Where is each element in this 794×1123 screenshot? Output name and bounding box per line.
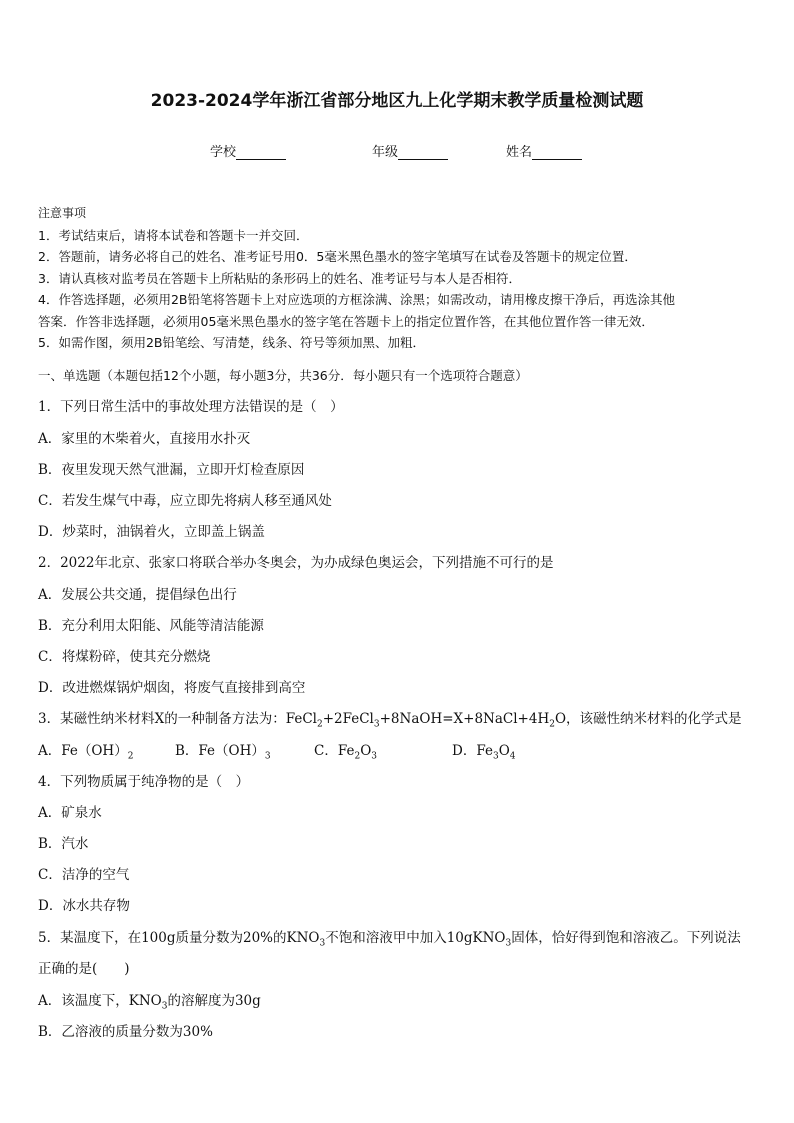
section-heading: 一、单选题（本题包括12个小题，每小题3分，共36分．每小题只有一个选项符合题意） xyxy=(38,368,528,383)
q3-sub: 2 xyxy=(549,719,555,730)
question-5-stem xyxy=(38,926,741,949)
q3-opt-text: D．Fe xyxy=(452,743,493,759)
q3-opt-sub: 4 xyxy=(509,751,516,762)
question-2-option-d: D．改进燃煤锅炉烟囱，将废气直接排到高空 xyxy=(38,680,306,696)
page-title: 2023-2024学年浙江省部分地区九上化学期末教学质量检测试题 xyxy=(150,91,644,111)
q3-opt-sub: 3 xyxy=(264,751,271,762)
q5-opt-sub: 3 xyxy=(161,1001,168,1012)
question-2-option-c: C．将煤粉碎，使其充分燃烧 xyxy=(38,649,211,665)
question-3-option-c xyxy=(314,739,377,762)
school-blank xyxy=(236,145,286,160)
q3-stem-part: +8NaOH=X+8NaCl+4H xyxy=(379,711,550,727)
question-2-option-b: B．充分利用太阳能、风能等清洁能源 xyxy=(38,618,264,634)
question-4-option-d: D．冰水共存物 xyxy=(38,898,130,914)
question-1-option-c: C．若发生煤气中毒，应立即先将病人移至通风处 xyxy=(38,493,332,509)
notice-item: 5．如需作图，须用2B铅笔绘、写清楚，线条、符号等须加黑、加粗． xyxy=(38,335,425,350)
q5-stem-part: 不饱和溶液甲中加入10gKNO xyxy=(325,930,506,946)
school-field xyxy=(210,141,286,160)
notice-item: 答案．作答非选择题，必须用05毫米黑色墨水的签字笔在答题卡上的指定位置作答，在其他位置作答一律无效． xyxy=(38,313,654,329)
question-4-option-b: B．汽水 xyxy=(38,836,89,852)
q5-sub: 3 xyxy=(319,938,326,949)
q3-opt-text: B．Fe（OH） xyxy=(175,743,265,759)
question-3-stem xyxy=(38,707,742,730)
notice-heading: 注意事项 xyxy=(38,206,87,220)
name-label: 姓名 xyxy=(506,145,533,160)
question-1-option-b: B．夜里发现天然气泄漏，立即开灯检查原因 xyxy=(38,462,305,478)
name-blank xyxy=(532,145,582,160)
q3-opt-text: C．Fe xyxy=(314,743,355,759)
q3-opt-text: O xyxy=(498,743,510,759)
q3-sub: 2 xyxy=(316,719,323,730)
q5-stem-part: 固体，恰好得到饱和溶液乙。下列说法 xyxy=(511,930,741,946)
notice-item: 4．作答选择题，必须用2B铅笔将答题卡上对应选项的方框涂满、涂黑；如需改动，请用橡皮擦干净后，再选涂其他 xyxy=(38,292,675,307)
q5-sub: 3 xyxy=(505,938,512,949)
question-5-option-b: B．乙溶液的质量分数为30% xyxy=(38,1024,213,1040)
school-label: 学校 xyxy=(210,145,237,160)
question-4-option-a: A．矿泉水 xyxy=(38,805,102,821)
q3-sub: 3 xyxy=(373,719,380,730)
q3-opt-text: A．Fe（OH） xyxy=(38,743,128,759)
question-4-stem: 4．下列物质属于纯净物的是（ ） xyxy=(38,774,250,790)
question-5-option-a xyxy=(38,989,261,1012)
question-1-option-a: A．家里的木柴着火，直接用水扑灭 xyxy=(38,431,251,447)
q3-stem-part: +2FeCl xyxy=(322,711,374,727)
grade-label: 年级 xyxy=(372,145,399,160)
notice-item: 3．请认真核对监考员在答题卡上所粘贴的条形码上的姓名、准考证号与本人是否相符． xyxy=(38,270,521,286)
question-2-option-a: A．发展公共交通，提倡绿色出行 xyxy=(38,587,237,603)
question-1-stem: 1．下列日常生活中的事故处理方法错误的是（ ） xyxy=(38,399,344,415)
question-3-option-a xyxy=(38,739,133,762)
q3-opt-sub: 2 xyxy=(354,751,361,762)
q5-opt-text: 的溶解度为30g xyxy=(167,993,261,1009)
notice-block xyxy=(38,203,768,354)
q3-opt-sub: 3 xyxy=(371,751,377,762)
q5-stem-part: 5．某温度下，在100g质量分数为20%的KNO xyxy=(38,930,320,946)
grade-field xyxy=(372,141,448,160)
question-3-option-b xyxy=(175,739,271,762)
q3-stem-part: 3．某磁性纳米材料X的一种制备方法为：FeCl xyxy=(38,711,317,727)
q3-opt-sub: 2 xyxy=(127,751,134,762)
question-4-option-c: C．洁净的空气 xyxy=(38,867,130,883)
question-1-option-d: D．炒菜时，油锅着火，立即盖上锅盖 xyxy=(38,524,265,540)
q5-opt-text: A．该温度下，KNO xyxy=(38,993,162,1009)
q3-stem-part: O，该磁性纳米材料的化学式是 xyxy=(554,711,742,727)
notice-item: 1．考试结束后，请将本试卷和答题卡一并交回． xyxy=(38,227,309,243)
grade-blank xyxy=(398,145,448,160)
question-5-stem-line2: 正确的是( ) xyxy=(38,961,130,977)
name-field xyxy=(506,141,582,160)
notice-item: 2．答题前，请务必将自己的姓名、准考证号用0．5毫米黑色墨水的签字笔填写在试卷及答题卡的规定位置． xyxy=(38,249,637,264)
question-3-option-d xyxy=(452,739,516,762)
q3-opt-sub: 3 xyxy=(492,751,499,762)
question-2-stem: 2．2022年北京、张家口将联合举办冬奥会，为办成绿色奥运会，下列措施不可行的是 xyxy=(38,555,554,571)
q3-opt-text: O xyxy=(360,743,372,759)
